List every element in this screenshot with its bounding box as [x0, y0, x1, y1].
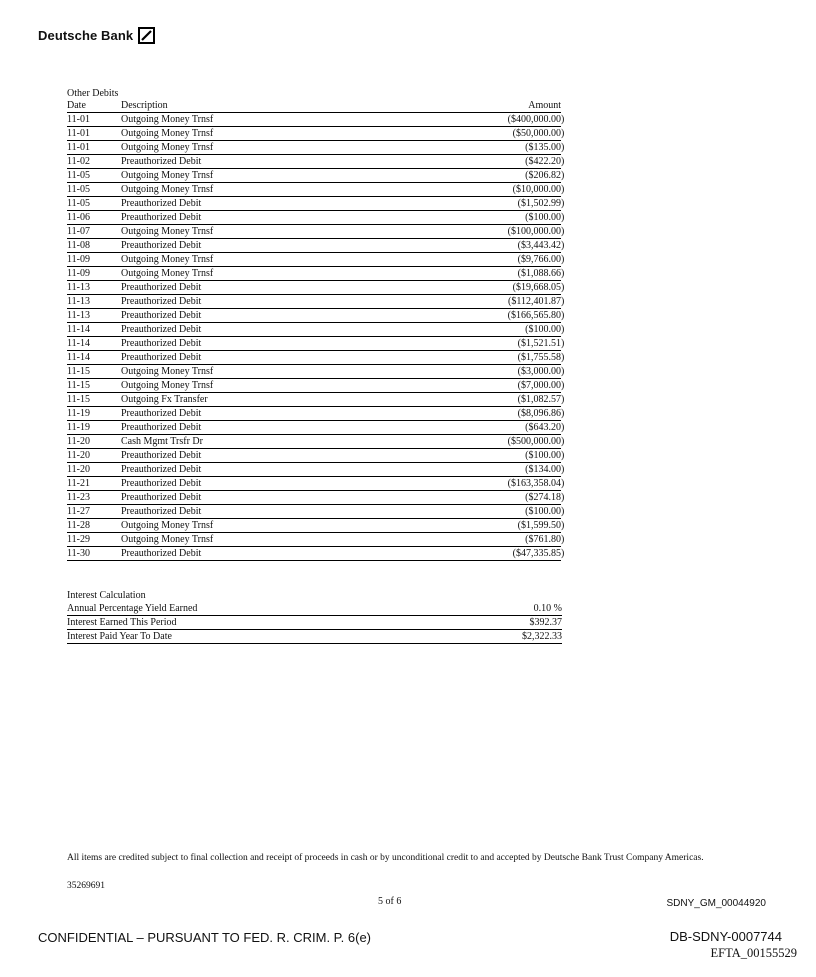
table-row	[67, 449, 565, 463]
table-row	[67, 197, 565, 211]
row-date: 11-01	[67, 114, 90, 125]
row-amount: ($100.00	[525, 450, 561, 461]
row-date: 11-20	[67, 450, 90, 461]
table-row	[67, 183, 565, 197]
header-amount: Amount	[528, 100, 561, 111]
row-description: Outgoing Money Trnsf	[121, 268, 214, 279]
table-row	[67, 225, 565, 239]
table-row	[67, 379, 565, 393]
row-amount: ($100.00	[525, 324, 561, 335]
footer-disclaimer: All items are credited subject to final collection and receipt of proceeds in cash or by unconditional credit to and accepted by Deutsche Bank Trust Company Americas.	[67, 853, 704, 863]
closing-paren: )	[561, 128, 565, 139]
row-date: 11-19	[67, 408, 90, 419]
row-amount: ($50,000.00	[512, 128, 561, 139]
row-amount-cell	[421, 323, 565, 336]
row-description: Outgoing Money Trnsf	[121, 142, 214, 153]
row-date: 11-20	[67, 436, 90, 447]
row-description: Preauthorized Debit	[121, 310, 202, 321]
row-amount-cell	[421, 351, 565, 364]
row-description: Outgoing Money Trnsf	[121, 128, 214, 139]
row-date: 11-29	[67, 534, 90, 545]
row-amount: ($100.00	[525, 506, 561, 517]
page-number: 5 of 6	[378, 896, 402, 907]
table-row	[67, 477, 565, 491]
row-date: 11-09	[67, 254, 90, 265]
row-amount-cell	[421, 421, 565, 434]
row-amount-cell	[421, 407, 565, 420]
closing-paren: )	[561, 352, 565, 363]
header-date: Date	[67, 100, 86, 111]
row-amount-cell	[421, 463, 565, 476]
account-code: 35269691	[67, 881, 105, 891]
debits-table-body	[67, 113, 570, 561]
row-amount-cell	[421, 225, 565, 238]
row-description: Preauthorized Debit	[121, 296, 202, 307]
row-date: 11-20	[67, 464, 90, 475]
row-amount: ($1,755.58	[517, 352, 561, 363]
row-description: Preauthorized Debit	[121, 450, 202, 461]
row-amount-cell	[421, 295, 565, 308]
row-date: 11-01	[67, 128, 90, 139]
closing-paren: )	[561, 464, 565, 475]
interest-row	[67, 630, 562, 644]
table-row	[67, 211, 565, 225]
row-date: 11-07	[67, 226, 90, 237]
row-description: Preauthorized Debit	[121, 408, 202, 419]
row-description: Preauthorized Debit	[121, 198, 202, 209]
row-description: Preauthorized Debit	[121, 212, 202, 223]
row-amount-cell	[421, 393, 565, 406]
closing-paren: )	[561, 506, 565, 517]
closing-paren: )	[561, 184, 565, 195]
table-row	[67, 463, 565, 477]
row-description: Preauthorized Debit	[121, 422, 202, 433]
other-debits-title: Other Debits	[67, 88, 119, 99]
closing-paren: )	[561, 548, 565, 559]
row-amount-cell	[421, 281, 565, 294]
row-amount-cell	[421, 113, 565, 126]
row-amount-cell	[421, 365, 565, 378]
interest-value: $2,322.33	[522, 631, 562, 642]
brand-name: Deutsche Bank	[38, 28, 134, 43]
row-date: 11-21	[67, 478, 90, 489]
row-date: 11-09	[67, 268, 90, 279]
table-row	[67, 155, 565, 169]
row-date: 11-14	[67, 338, 90, 349]
row-date: 11-23	[67, 492, 90, 503]
closing-paren: )	[561, 450, 565, 461]
row-amount-cell	[421, 155, 565, 168]
row-amount: ($1,088.66	[517, 268, 561, 279]
row-description: Outgoing Money Trnsf	[121, 380, 214, 391]
row-date: 11-30	[67, 548, 90, 559]
row-date: 11-05	[67, 198, 90, 209]
row-description: Outgoing Money Trnsf	[121, 226, 214, 237]
interest-row	[67, 616, 562, 630]
row-description: Preauthorized Debit	[121, 492, 202, 503]
interest-label: Interest Paid Year To Date	[67, 631, 172, 642]
row-date: 11-08	[67, 240, 90, 251]
interest-label: Interest Earned This Period	[67, 617, 177, 628]
header-description: Description	[121, 100, 168, 111]
row-date: 11-13	[67, 282, 90, 293]
row-date: 11-13	[67, 296, 90, 307]
closing-paren: )	[561, 240, 565, 251]
row-amount: ($100.00	[525, 212, 561, 223]
closing-paren: )	[561, 212, 565, 223]
row-amount-cell	[421, 253, 565, 266]
row-date: 11-27	[67, 506, 90, 517]
row-amount: ($135.00	[525, 142, 561, 153]
row-amount: ($206.82	[525, 170, 561, 181]
row-amount-cell	[421, 435, 565, 448]
table-row	[67, 505, 565, 519]
table-row	[67, 113, 565, 127]
row-amount-cell	[421, 449, 565, 462]
table-row	[67, 267, 565, 281]
row-description: Preauthorized Debit	[121, 338, 202, 349]
closing-paren: )	[561, 380, 565, 391]
table-row	[67, 421, 565, 435]
row-description: Outgoing Money Trnsf	[121, 184, 214, 195]
row-amount-cell	[421, 183, 565, 196]
table-row	[67, 491, 565, 505]
row-amount: ($8,096.86	[517, 408, 561, 419]
row-description: Outgoing Money Trnsf	[121, 170, 214, 181]
row-date: 11-15	[67, 366, 90, 377]
table-row	[67, 253, 565, 267]
row-amount: ($166,565.80	[507, 310, 561, 321]
table-row	[67, 127, 565, 141]
table-row	[67, 337, 565, 351]
row-amount-cell	[421, 239, 565, 252]
row-amount: ($7,000.00	[517, 380, 561, 391]
row-description: Cash Mgmt Trsfr Dr	[121, 436, 203, 447]
row-date: 11-14	[67, 352, 90, 363]
row-date: 11-14	[67, 324, 90, 335]
table-row	[67, 351, 565, 365]
row-amount: ($400,000.00	[507, 114, 561, 125]
row-amount: ($19,668.05	[512, 282, 561, 293]
closing-paren: )	[561, 114, 565, 125]
table-row	[67, 435, 565, 449]
interest-title: Interest Calculation	[67, 590, 146, 601]
table-row	[67, 141, 565, 155]
row-amount-cell	[421, 197, 565, 210]
closing-paren: )	[561, 394, 565, 405]
row-date: 11-05	[67, 170, 90, 181]
row-amount: ($9,766.00	[517, 254, 561, 265]
row-amount: ($163,358.04	[507, 478, 561, 489]
closing-paren: )	[561, 366, 565, 377]
row-amount-cell	[421, 267, 565, 280]
row-date: 11-13	[67, 310, 90, 321]
closing-paren: )	[561, 520, 565, 531]
closing-paren: )	[561, 170, 565, 181]
row-description: Preauthorized Debit	[121, 240, 202, 251]
row-amount: ($1,521.51	[517, 338, 561, 349]
row-amount: ($1,082.57	[517, 394, 561, 405]
closing-paren: )	[561, 282, 565, 293]
closing-paren: )	[561, 310, 565, 321]
bates-number-secondary: DB-SDNY-0007744	[669, 929, 782, 944]
row-date: 11-01	[67, 142, 90, 153]
table-row	[67, 365, 565, 379]
row-description: Outgoing Money Trnsf	[121, 254, 214, 265]
row-amount: ($47,335.85	[512, 548, 561, 559]
closing-paren: )	[561, 254, 565, 265]
closing-paren: )	[561, 478, 565, 489]
table-row	[67, 323, 565, 337]
row-description: Preauthorized Debit	[121, 464, 202, 475]
efta-number: EFTA_00155529	[710, 946, 797, 960]
closing-paren: )	[561, 324, 565, 335]
interest-row	[67, 602, 562, 616]
table-row	[67, 309, 565, 323]
row-description: Preauthorized Debit	[121, 156, 202, 167]
closing-paren: )	[561, 338, 565, 349]
brand-header	[38, 27, 155, 44]
interest-value: $392.37	[529, 617, 562, 628]
row-description: Outgoing Money Trnsf	[121, 534, 214, 545]
row-date: 11-15	[67, 394, 90, 405]
row-amount: ($274.18	[525, 492, 561, 503]
row-description: Outgoing Money Trnsf	[121, 366, 214, 377]
row-date: 11-05	[67, 184, 90, 195]
interest-value: 0.10 %	[533, 603, 562, 614]
row-amount-cell	[421, 309, 565, 322]
bates-number-primary: SDNY_GM_00044920	[666, 898, 766, 909]
row-amount-cell	[421, 533, 565, 546]
row-amount-cell	[421, 379, 565, 392]
row-amount-cell	[421, 141, 565, 154]
table-row	[67, 393, 565, 407]
row-amount-cell	[421, 337, 565, 350]
row-amount-cell	[421, 519, 565, 532]
row-date: 11-02	[67, 156, 90, 167]
closing-paren: )	[561, 142, 565, 153]
row-description: Preauthorized Debit	[121, 352, 202, 363]
table-row	[67, 533, 565, 547]
row-description: Outgoing Money Trnsf	[121, 114, 214, 125]
row-amount: ($1,502.99	[517, 198, 561, 209]
row-amount-cell	[421, 547, 565, 560]
interest-table-body	[67, 602, 562, 644]
table-row	[67, 281, 565, 295]
row-amount-cell	[421, 477, 565, 490]
interest-label: Annual Percentage Yield Earned	[67, 603, 198, 614]
row-amount-cell	[421, 127, 565, 140]
row-amount: ($422.20	[525, 156, 561, 167]
row-description: Preauthorized Debit	[121, 282, 202, 293]
closing-paren: )	[561, 268, 565, 279]
closing-paren: )	[561, 156, 565, 167]
debits-header-row	[67, 100, 561, 113]
row-description: Preauthorized Debit	[121, 478, 202, 489]
row-amount: ($112,401.87	[508, 296, 561, 307]
row-amount: ($100,000.00	[507, 226, 561, 237]
closing-paren: )	[561, 436, 565, 447]
row-amount: ($761.80	[525, 534, 561, 545]
closing-paren: )	[561, 422, 565, 433]
row-amount-cell	[421, 491, 565, 504]
closing-paren: )	[561, 226, 565, 237]
closing-paren: )	[561, 492, 565, 503]
row-date: 11-06	[67, 212, 90, 223]
row-description: Outgoing Fx Transfer	[121, 394, 208, 405]
closing-paren: )	[561, 534, 565, 545]
row-amount: ($3,000.00	[517, 366, 561, 377]
row-date: 11-19	[67, 422, 90, 433]
table-row	[67, 519, 565, 533]
other-debits-section	[67, 87, 570, 561]
row-amount-cell	[421, 169, 565, 182]
row-description: Outgoing Money Trnsf	[121, 520, 214, 531]
row-date: 11-15	[67, 380, 90, 391]
row-amount: ($134.00	[525, 464, 561, 475]
row-amount-cell	[421, 505, 565, 518]
interest-calculation-section	[67, 589, 562, 644]
confidentiality-notice: CONFIDENTIAL – PURSUANT TO FED. R. CRIM. P. 6(e)	[38, 930, 372, 945]
table-row	[67, 239, 565, 253]
row-description: Preauthorized Debit	[121, 324, 202, 335]
row-amount: ($643.20	[525, 422, 561, 433]
table-row	[67, 169, 565, 183]
row-description: Preauthorized Debit	[121, 548, 202, 559]
closing-paren: )	[561, 296, 565, 307]
row-amount: ($1,599.50	[517, 520, 561, 531]
closing-paren: )	[561, 198, 565, 209]
row-description: Preauthorized Debit	[121, 506, 202, 517]
deutsche-bank-logo-icon	[138, 27, 155, 44]
row-amount: ($10,000.00	[512, 184, 561, 195]
closing-paren: )	[561, 408, 565, 419]
table-row	[67, 407, 565, 421]
table-row	[67, 547, 565, 561]
row-amount: ($3,443.42	[517, 240, 561, 251]
row-date: 11-28	[67, 520, 90, 531]
row-amount: ($500,000.00	[507, 436, 561, 447]
table-row	[67, 295, 565, 309]
row-amount-cell	[421, 211, 565, 224]
